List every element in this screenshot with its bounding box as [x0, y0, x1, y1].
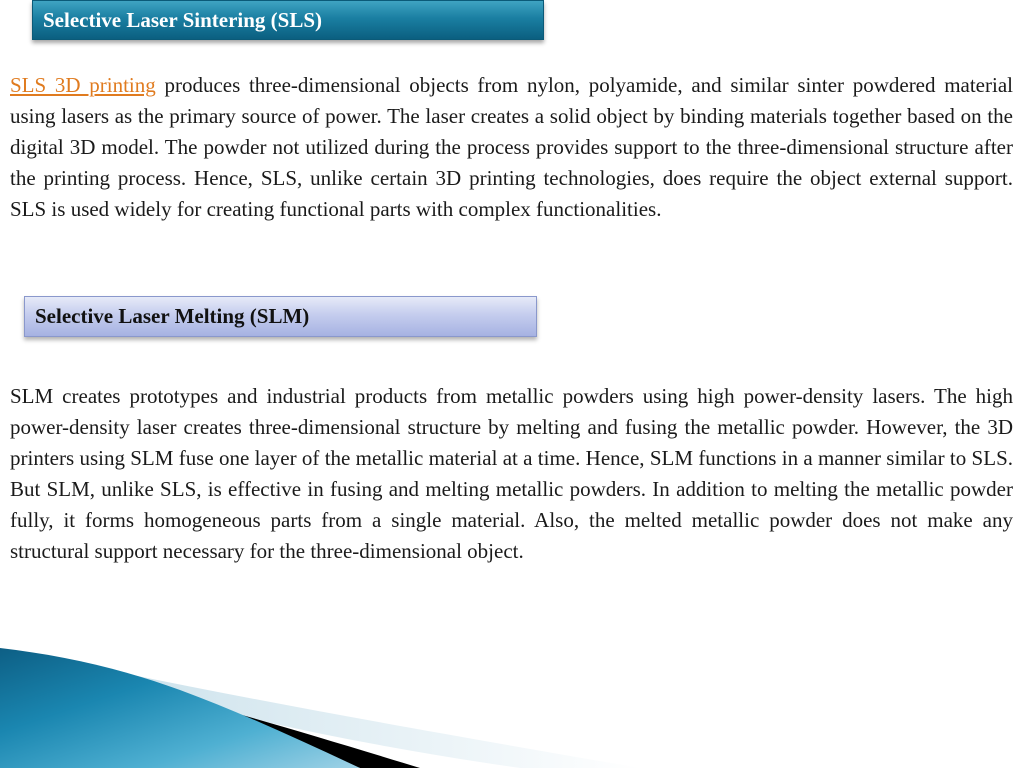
slm-section-heading: [24, 296, 537, 337]
sls-paragraph: [10, 70, 1013, 225]
light-swoosh-band: [60, 660, 640, 768]
slm-paragraph-text: SLM creates prototypes and industrial products from metallic powders using high power-density lasers. The high power-density laser creates three-dimensional structure by melting and fusing the metallic powder. However, the 3D printers using SLM fuse one layer of the metallic material at a time. Hence, SLM functions in a manner similar to SLS. But SLM, unlike SLS, is effective in fusing and melting metallic powders. In addition to melting the metallic powder fully, it forms homogeneous parts from a single material. Also, the melted metallic powder does not make any structural support necessary for the three-dimensional object.: [10, 384, 1013, 563]
slm-paragraph: [10, 381, 1013, 567]
sls-heading-text: Selective Laser Sintering (SLS): [43, 7, 323, 32]
slm-heading-text: Selective Laser Melting (SLM): [35, 304, 310, 328]
sls-section-heading: [32, 0, 544, 40]
sls-3d-printing-link[interactable]: SLS 3D printing: [10, 73, 156, 97]
blue-corner-shape: [0, 648, 360, 768]
sls-paragraph-text: produces three-dimensional objects from nylon, polyamide, and similar sinter powdered material using lasers as the primary source of power. The laser creates a solid object by binding materials together based on the digital 3D model. The powder not utilized during the process provides support to the three-dimensional structure after the printing process. Hence, SLS, unlike certain 3D printing technologies, does require the object external support. SLS is used widely for creating functional parts with complex functionalities.: [10, 73, 1013, 221]
black-swoosh-band: [40, 662, 420, 768]
